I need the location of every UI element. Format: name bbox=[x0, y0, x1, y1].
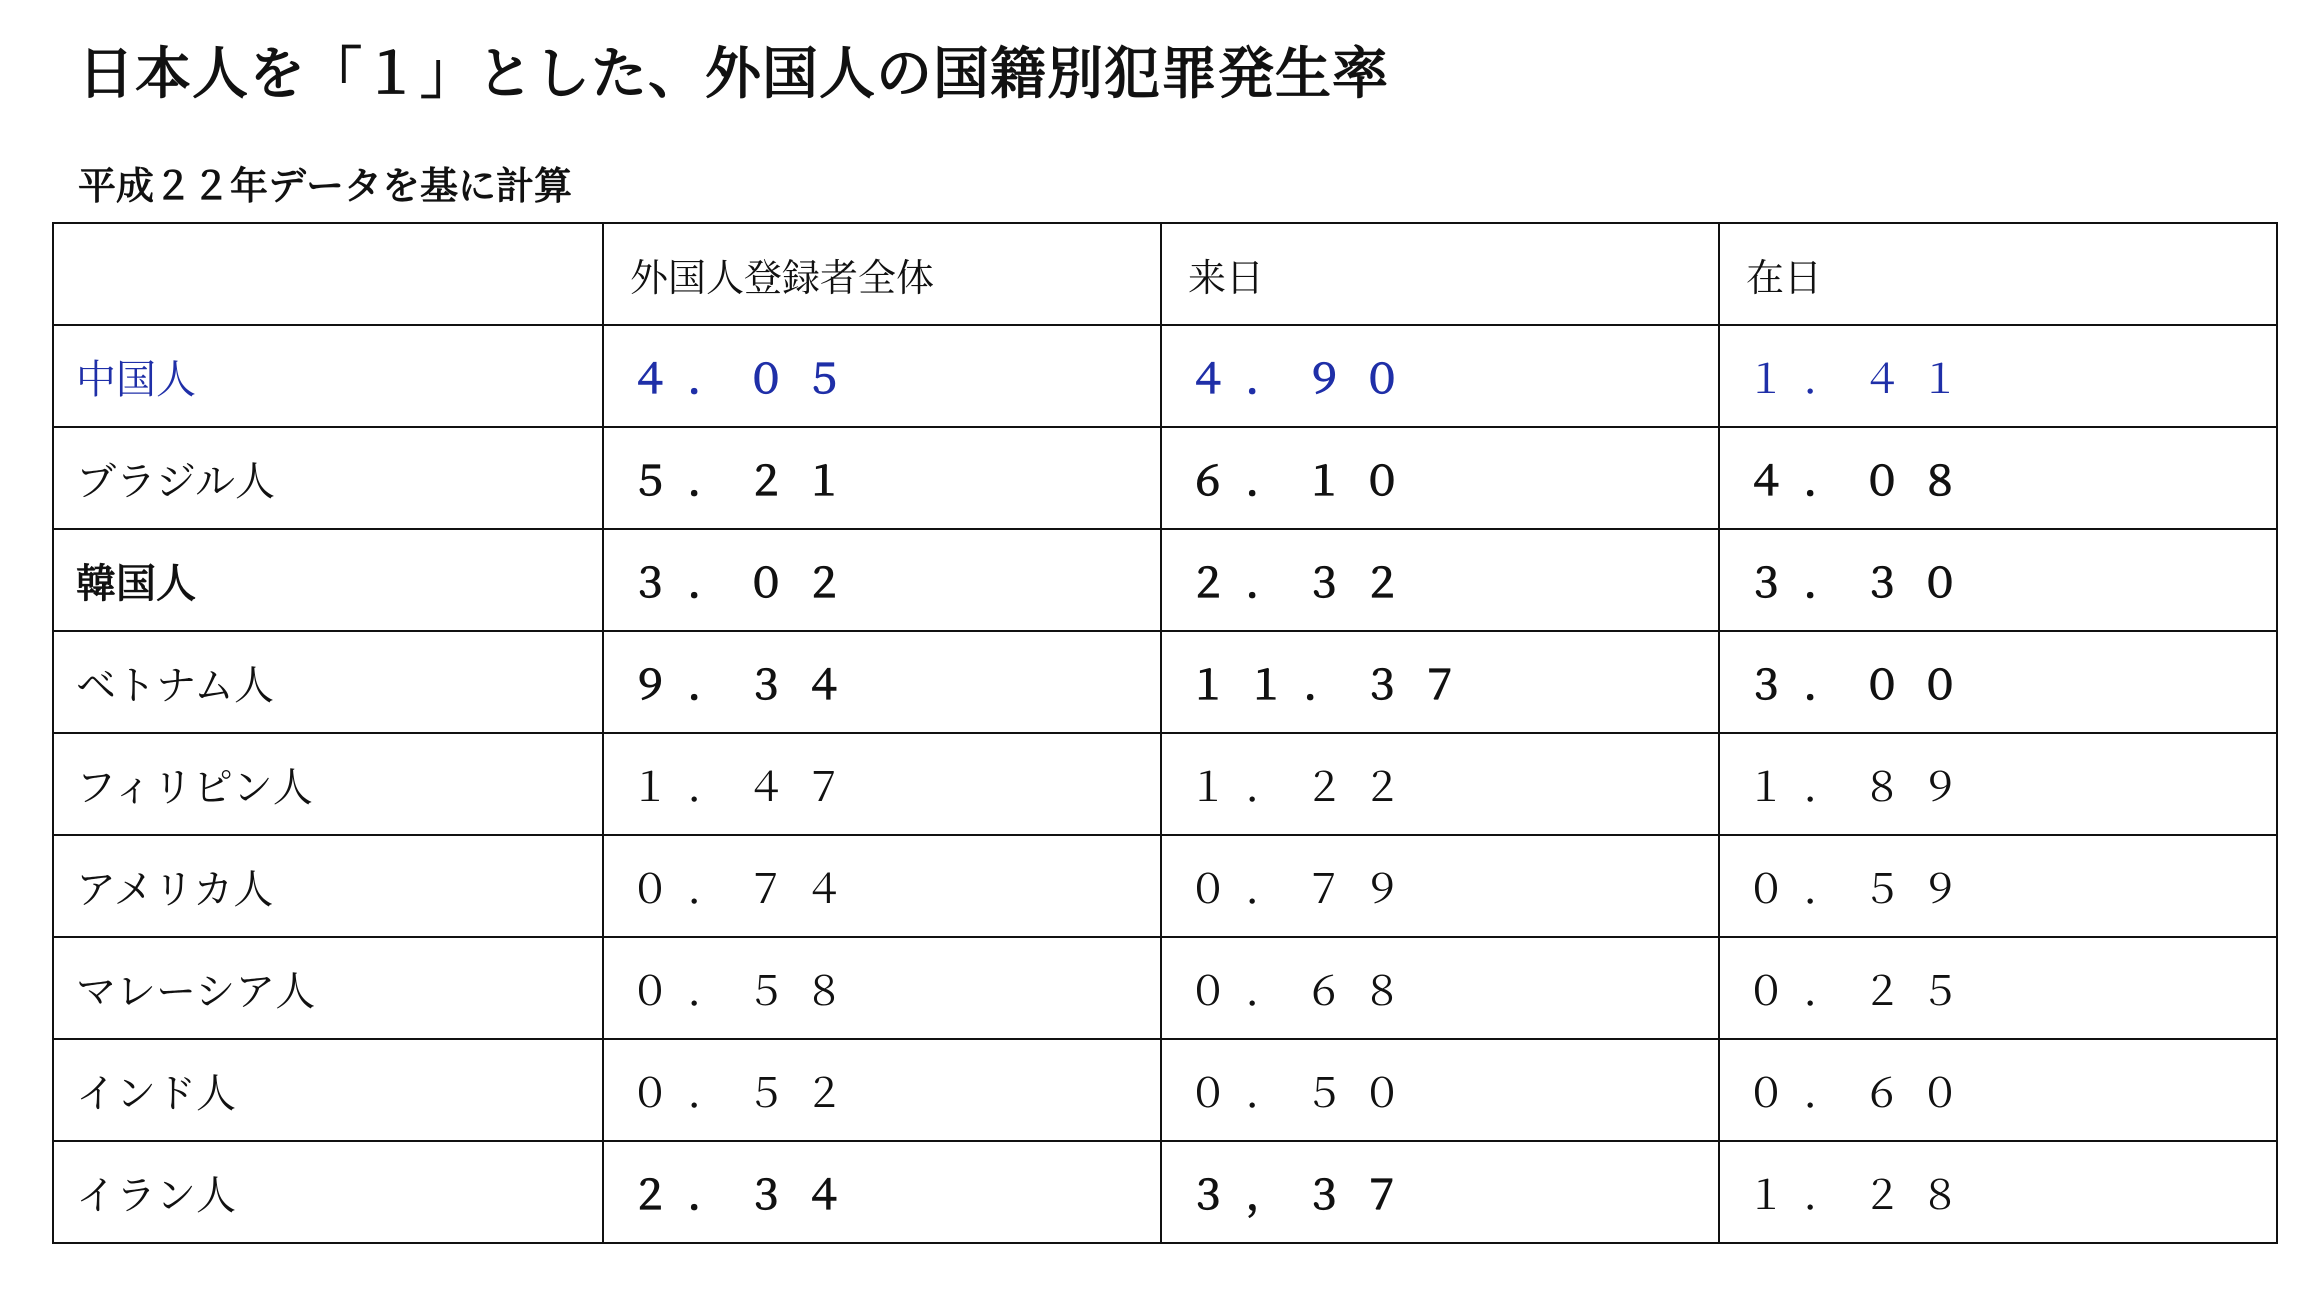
cell-resident: １．４１ bbox=[1719, 325, 2277, 427]
cell-all-registered: ２．３４ bbox=[603, 1141, 1161, 1243]
table-row bbox=[53, 529, 2277, 631]
row-label: ブラジル人 bbox=[53, 427, 603, 529]
cell-all-registered: ４．０５ bbox=[603, 325, 1161, 427]
cell-all-registered: ０．５２ bbox=[603, 1039, 1161, 1141]
cell-resident: ４．０８ bbox=[1719, 427, 2277, 529]
row-label: 韓国人 bbox=[53, 529, 603, 631]
row-label: アメリカ人 bbox=[53, 835, 603, 937]
row-label: インド人 bbox=[53, 1039, 603, 1141]
row-label: ベトナム人 bbox=[53, 631, 603, 733]
header-resident: 在日 bbox=[1719, 223, 2277, 325]
cell-visiting: ２．３２ bbox=[1161, 529, 1719, 631]
row-label: フィリピン人 bbox=[53, 733, 603, 835]
table-row bbox=[53, 835, 2277, 937]
cell-resident: ３．００ bbox=[1719, 631, 2277, 733]
cell-all-registered: ０．７４ bbox=[603, 835, 1161, 937]
table-header-row bbox=[53, 223, 2277, 325]
cell-visiting: ０．６８ bbox=[1161, 937, 1719, 1039]
crime-rate-table bbox=[52, 222, 2278, 1244]
cell-visiting: ０．７９ bbox=[1161, 835, 1719, 937]
cell-visiting: ０．５０ bbox=[1161, 1039, 1719, 1141]
cell-all-registered: ３．０２ bbox=[603, 529, 1161, 631]
table-row bbox=[53, 733, 2277, 835]
cell-all-registered: １．４７ bbox=[603, 733, 1161, 835]
cell-all-registered: ５．２１ bbox=[603, 427, 1161, 529]
cell-resident: １．８９ bbox=[1719, 733, 2277, 835]
cell-visiting: ６．１０ bbox=[1161, 427, 1719, 529]
cell-visiting: １１．３７ bbox=[1161, 631, 1719, 733]
cell-visiting: １．２２ bbox=[1161, 733, 1719, 835]
cell-resident: ０．２５ bbox=[1719, 937, 2277, 1039]
cell-resident: ３．３０ bbox=[1719, 529, 2277, 631]
page-subtitle: 平成２２年データを基に計算 bbox=[78, 164, 573, 208]
table-row bbox=[53, 631, 2277, 733]
cell-visiting: ４．９０ bbox=[1161, 325, 1719, 427]
table-row bbox=[53, 325, 2277, 427]
cell-visiting: ３，３７ bbox=[1161, 1141, 1719, 1243]
cell-resident: ０．６０ bbox=[1719, 1039, 2277, 1141]
cell-resident: １．２８ bbox=[1719, 1141, 2277, 1243]
cell-resident: ０．５９ bbox=[1719, 835, 2277, 937]
row-label: 中国人 bbox=[53, 325, 603, 427]
cell-all-registered: ９．３４ bbox=[603, 631, 1161, 733]
table-row bbox=[53, 427, 2277, 529]
table-row bbox=[53, 1039, 2277, 1141]
header-visiting: 来日 bbox=[1161, 223, 1719, 325]
row-label: マレーシア人 bbox=[53, 937, 603, 1039]
row-label: イラン人 bbox=[53, 1141, 603, 1243]
page-title: 日本人を「１」とした、外国人の国籍別犯罪発生率 bbox=[78, 42, 1389, 107]
header-empty bbox=[53, 223, 603, 325]
table-row bbox=[53, 937, 2277, 1039]
header-all-registered: 外国人登録者全体 bbox=[603, 223, 1161, 325]
table-row bbox=[53, 1141, 2277, 1243]
cell-all-registered: ０．５８ bbox=[603, 937, 1161, 1039]
